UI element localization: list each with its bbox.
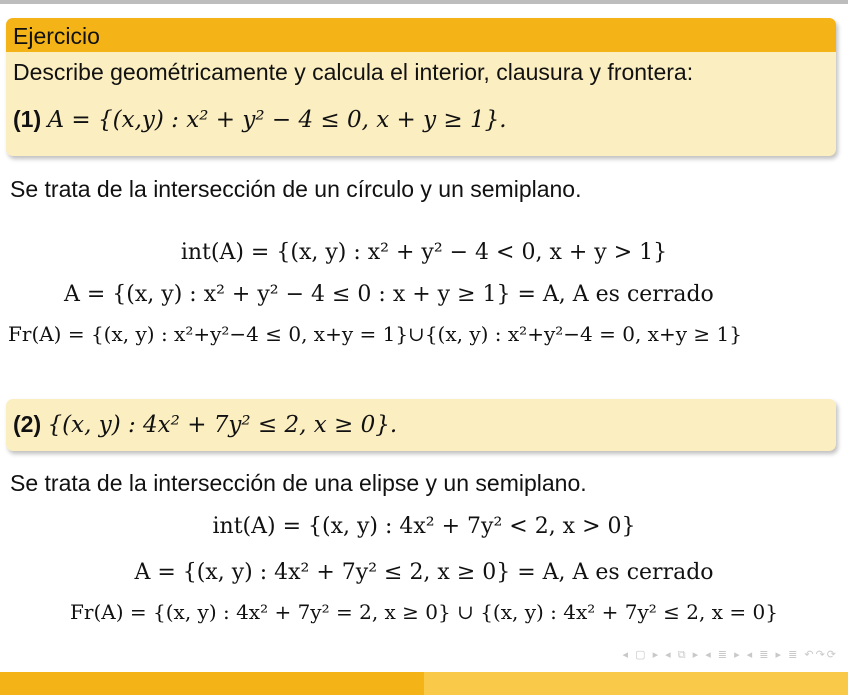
part1-intro: Se trata de la intersección de un círculo y un semiplano.	[10, 176, 582, 202]
part2-intro: Se trata de la intersección de una elipse y un semiplano.	[10, 470, 587, 496]
item-2-block	[6, 399, 836, 451]
part2-closure-eq: A = {(x, y) : 4x² + 7y² ≤ 2, x ≥ 0} = A, A es cerrado	[134, 560, 714, 585]
item-2-number: (2)	[13, 411, 42, 437]
part1-closure-eq: A = {(x, y) : x² + y² − 4 ≤ 0 : x + y ≥ 1} = A, A es cerrado	[64, 282, 714, 307]
exercise-block	[6, 18, 836, 156]
exercise-statement: Describe geométricamente y calcula el interior, clausura y frontera:	[13, 59, 694, 85]
block-body	[6, 52, 836, 138]
part2-interior-eq: int(A) = {(x, y) : 4x² + 7y² < 2, x > 0}	[212, 514, 636, 539]
item-1	[13, 106, 829, 133]
part2-frontier-eq: Fr(A) = {(x, y) : 4x² + 7y² = 2, x ≥ 0} ∪ {(x, y) : 4x² + 7y² ≤ 2, x = 0}	[70, 600, 778, 624]
block-title: Ejercicio	[6, 18, 836, 52]
part1-interior-eq: int(A) = {(x, y) : x² + y² − 4 < 0, x + y > 1}	[180, 240, 668, 265]
footer-left-bar	[0, 672, 424, 695]
top-rule	[0, 0, 848, 4]
item-2-expression: {(x, y) : 4x² + 7y² ≤ 2, x ≥ 0}.	[47, 412, 398, 438]
beamer-navigation[interactable]: ◂ ▢ ▸ ◂ ⧉ ▸ ◂ ≣ ▸ ◂ ≣ ▸ ≣ ↶↷⟳	[622, 649, 838, 661]
item-1-number: (1)	[13, 106, 42, 132]
footer-right-bar	[424, 672, 848, 695]
part1-frontier-eq: Fr(A) = {(x, y) : x²+y²−4 ≤ 0, x+y = 1}∪{(x, y) : x²+y²−4 = 0, x+y ≥ 1}	[8, 322, 742, 346]
item-1-expression: A = {(x,y) : x² + y² − 4 ≤ 0, x + y ≥ 1}.	[47, 107, 507, 133]
block-body	[6, 399, 836, 443]
